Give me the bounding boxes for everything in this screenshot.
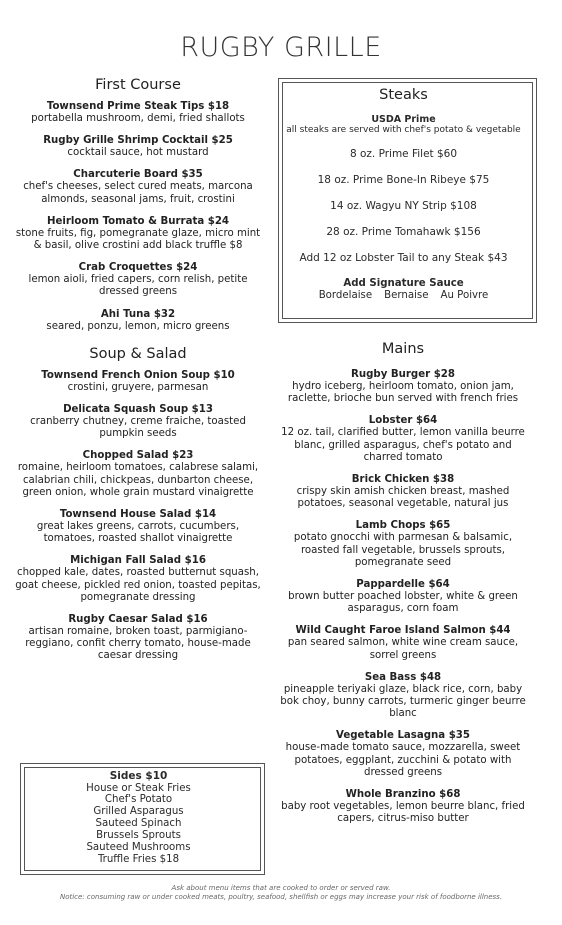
lobster-add-on: Add 12 oz Lobster Tail to any Steak $43 <box>299 252 508 264</box>
menu-item <box>276 578 530 615</box>
menu-item <box>14 215 262 252</box>
menu-item <box>14 308 262 333</box>
item-name: Lamb Chops $65 <box>355 520 451 532</box>
item-name: Wild Caught Faroe Island Salmon $44 <box>295 625 511 637</box>
item-name: Rugby Grille Shrimp Cocktail $25 <box>43 135 233 147</box>
item-desc: seared, ponzu, lemon, micro greens <box>46 320 230 332</box>
menu-item <box>14 134 262 159</box>
sides-heading: Sides $10 <box>109 770 168 782</box>
menu-item <box>14 261 262 298</box>
item-desc: brown butter poached lobster, white & green asparagus, corn foam <box>288 591 518 615</box>
item-desc: romaine, heirloom tomatoes, calabrese salami, calabrian chili, chickpeas, dunbarton cheese, green onion, whole grain mustard vinaigrette <box>17 462 259 498</box>
side-item: Brussels Sprouts <box>96 830 181 842</box>
item-desc: artisan romaine, broken toast, parmigiano-reggiano, confit cherry tomato, house-made caesar dressing <box>25 626 251 662</box>
menu-item <box>14 100 262 125</box>
sides-section <box>24 770 253 866</box>
usda-label: USDA Prime <box>371 114 436 125</box>
steak-item: 18 oz. Prime Bone-In Ribeye $75 <box>317 174 490 186</box>
item-name: Rugby Burger $28 <box>351 369 455 380</box>
item-desc: baby root vegetables, lemon beurre blanc, fried capers, citrus-miso butter <box>281 801 525 825</box>
item-name: Delicata Squash Soup $13 <box>63 404 213 416</box>
item-name: Brick Chicken $38 <box>351 474 455 486</box>
item-name: Heirloom Tomato & Burrata $24 <box>46 215 230 227</box>
item-desc: chopped kale, dates, roasted butternut squash, goat cheese, pickled red onion, toasted pepitas, pomegranate dressing <box>15 567 261 603</box>
footer-note-2: Notice: consuming raw or under cooked meats, poultry, seafood, shellfish or eggs may increase your risk of foodborne illness. <box>59 893 503 901</box>
side-item: Truffle Fries $18 <box>97 853 180 865</box>
item-name: Crab Croquettes $24 <box>78 262 198 274</box>
item-name: Townsend French Onion Soup $10 <box>41 369 235 381</box>
menu-item <box>14 613 262 663</box>
first-course-heading: First Course <box>95 77 181 93</box>
item-desc: crispy skin amish chicken breast, mashed potatoes, seasonal vegetable, natural jus <box>296 486 510 510</box>
menu-item <box>14 403 262 440</box>
item-name: Chopped Salad $23 <box>82 450 194 462</box>
menu-item <box>14 168 262 205</box>
menu-item <box>276 473 530 510</box>
menu-item <box>14 449 262 499</box>
item-name: Michigan Fall Salad $16 <box>70 555 206 567</box>
menu-item <box>276 414 530 464</box>
side-item: House or Steak Fries <box>86 782 191 794</box>
item-desc: potato gnocchi with parmesan & balsamic, roasted fall vegetable, brussels sprouts, pomegranate seed <box>293 532 513 568</box>
steaks-heading: Steaks <box>379 87 428 103</box>
item-desc: pineapple teriyaki glaze, black rice, corn, baby bok choy, bunny carrots, turmeric ginger beurre blanc <box>280 683 526 720</box>
mains-heading: Mains <box>381 341 425 357</box>
steak-item: 28 oz. Prime Tomahawk $156 <box>326 226 481 238</box>
side-item: Sauteed Spinach <box>95 818 182 830</box>
item-name: Townsend Prime Steak Tips $18 <box>46 101 230 112</box>
item-name: Sea Bass $48 <box>364 671 442 683</box>
steak-item: 8 oz. Prime Filet $60 <box>349 148 458 160</box>
item-desc: hydro iceberg, heirloom tomato, onion jam, raclette, brioche bun served with french fries <box>287 381 519 405</box>
sauce-item: Bernaise <box>384 290 429 301</box>
menu-item <box>276 671 530 721</box>
menu-item <box>14 508 262 545</box>
item-name: Townsend House Salad $14 <box>59 509 217 521</box>
steaks-note: all steaks are served with chef's potato & vegetable <box>286 125 521 135</box>
soup-salad-list <box>14 369 262 663</box>
side-item: Chef's Potato <box>104 794 173 806</box>
item-desc: cranberry chutney, creme fraiche, toasted pumpkin seeds <box>30 416 246 440</box>
sauce-list <box>281 290 526 302</box>
menu-item <box>276 519 530 569</box>
side-item: Sauteed Mushrooms <box>86 842 191 854</box>
item-desc: stone fruits, fig, pomegranate glaze, micro mint & basil, olive crostini add black truffle $8 <box>15 227 261 252</box>
soup-salad-heading: Soup & Salad <box>89 345 187 362</box>
footer-note-1: Ask about menu items that are cooked to order or served raw. <box>171 884 391 892</box>
sauce-item: Au Poivre <box>440 290 489 301</box>
menu-item <box>276 788 530 825</box>
item-desc: 12 oz. tail, clarified butter, lemon vanilla beurre blanc, grilled asparagus, chef's potato and charred tomato <box>281 427 525 463</box>
item-desc: crostini, gruyere, parmesan <box>67 381 209 393</box>
item-name: Ahi Tuna $32 <box>100 308 176 320</box>
sauce-item: Bordelaise <box>318 290 373 301</box>
first-course-list <box>14 100 262 333</box>
item-name: Vegetable Lasagna $35 <box>336 730 470 742</box>
side-item: Grilled Asparagus <box>93 806 184 818</box>
item-name: Rugby Caesar Salad $16 <box>68 614 208 626</box>
item-desc: lemon aioli, fried capers, corn relish, petite dressed greens <box>28 274 248 298</box>
item-desc: house-made tomato sauce, mozzarella, sweet potatoes, eggplant, zucchini & potato with dressed greens <box>285 742 521 778</box>
item-name: Charcuterie Board $35 <box>73 169 203 181</box>
menu-item <box>14 369 262 394</box>
menu-item <box>276 368 530 405</box>
steak-item: 14 oz. Wagyu NY Strip $108 <box>330 200 477 212</box>
mains-section <box>276 340 530 834</box>
item-desc: portabella mushroom, demi, fried shallots <box>31 113 245 124</box>
item-desc: chef's cheeses, select cured meats, marcona almonds, seasonal jams, fruit, crostini <box>23 181 253 205</box>
item-desc: great lakes greens, carrots, cucumbers, tomatoes, roasted shallot vinaigrette <box>36 521 240 545</box>
menu-item <box>276 624 530 661</box>
sauce-heading: Add Signature Sauce <box>343 278 464 289</box>
restaurant-title: RUGBY GRILLE <box>180 32 382 63</box>
steaks-section <box>281 84 526 302</box>
item-desc: pan seared salmon, white wine cream sauce, sorrel greens <box>287 637 519 661</box>
menu-item <box>276 729 530 779</box>
item-name: Pappardelle $64 <box>356 579 450 591</box>
item-name: Lobster $64 <box>368 415 438 427</box>
menu-item <box>14 554 262 604</box>
item-desc: cocktail sauce, hot mustard <box>67 147 209 159</box>
item-name: Whole Branzino $68 <box>345 789 461 801</box>
left-column <box>14 76 262 672</box>
